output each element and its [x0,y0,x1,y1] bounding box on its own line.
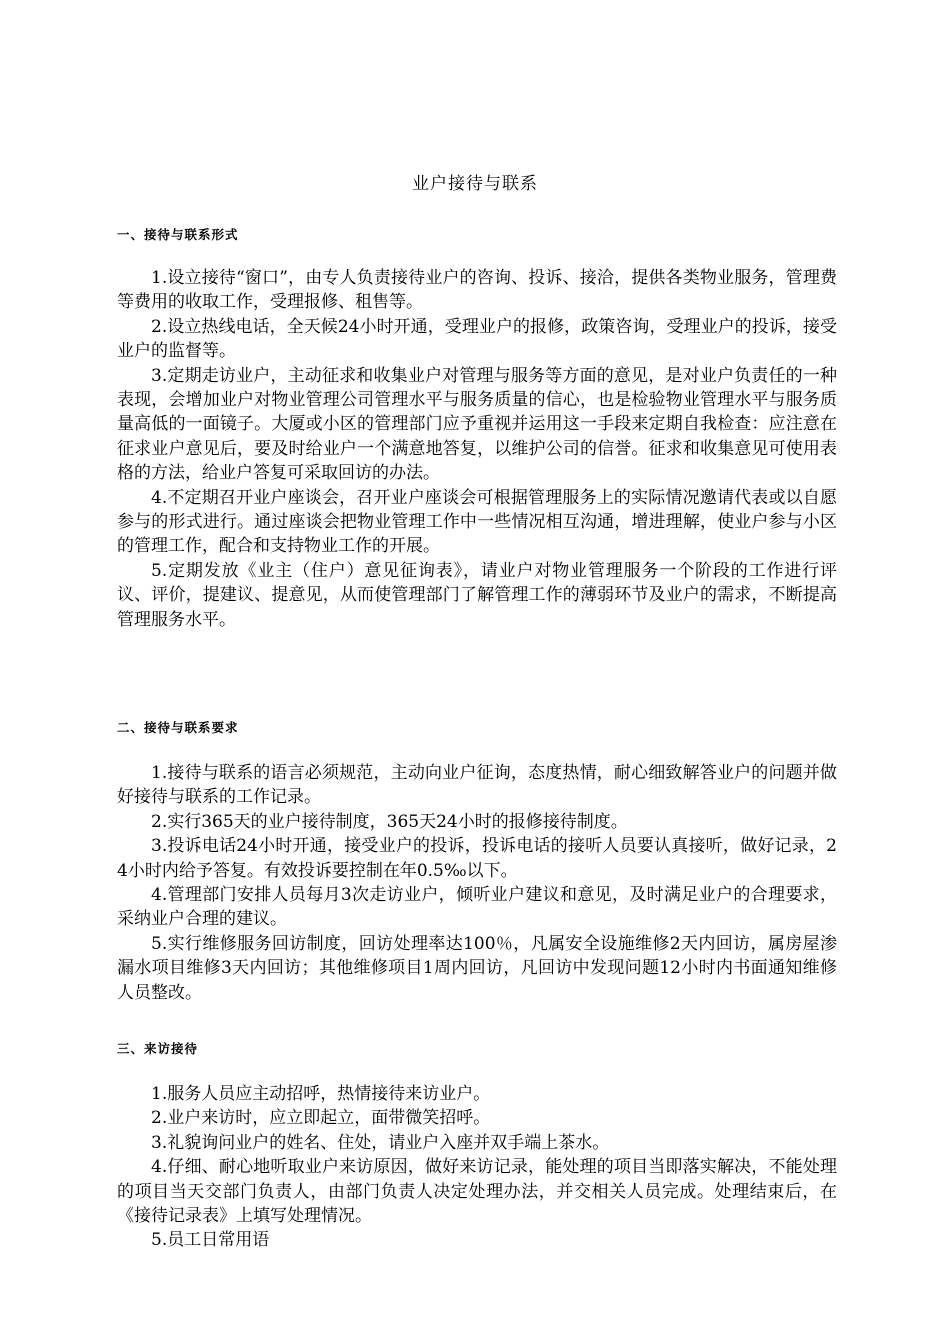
document-title: 业户接待与联系 [412,174,538,194]
paragraph: 4.不定期召开业户座谈会，召开业户座谈会可根据管理服务上的实际情况邀请代表或以自愿参与的形式进行。通过座谈会把物业管理工作中一些情况相互沟通，增进理解，使业户参与小区的管理工作，配合和支持物业工作的开展。 [117,487,837,557]
paragraph: 3.礼貌询问业户的姓名、住处，请业户入座并双手端上茶水。 [151,1132,610,1153]
section-heading-requirements: 二、接待与联系要求 [117,720,239,735]
paragraph: 5.定期发放《业主（住户）意见征询表》，请业户对物业管理服务一个阶段的工作进行评议、评价，提建议、提意见，从而使管理部门了解管理工作的薄弱环节及业户的需求，不断提高管理服务水平。 [117,560,837,630]
paragraph: 5.实行维修服务回访制度，回访处理率达100％，凡属安全设施维修2天内回访，属房屋渗漏水项目维修3天内回访；其他维修项目1周内回访，凡回访中发现问题12小时内书面通知维修人员整改。 [117,933,837,1003]
section-body-requirements [117,761,837,1005]
paragraph: 2.实行365天的业户接待制度，365天24小时的报修接待制度。 [151,811,628,832]
paragraph: 1.设立接待“窗口”，由专人负责接待业户的咨询、投诉、接洽，提供各类物业服务，管理费等费用的收取工作，受理报修、租售等。 [117,268,837,313]
paragraph: 4.仔细、耐心地听取业户来访原因，做好来访记录，能处理的项目当即落实解决，不能处理的项目当天交部门负责人，由部门负责人决定处理办法，并交相关人员完成。处理结束后，在《接待记录表》上填写处理情况。 [117,1157,837,1227]
paragraph: 3.投诉电话24小时开通，接受业户的投诉，投诉电话的接听人员要认真接听，做好记录，24小时内给予答复。有效投诉要控制在年0.5‰以下。 [117,836,837,881]
paragraph: 2.业户来访时，应立即起立，面带微笑招呼。 [151,1108,491,1129]
paragraph: 1.服务人员应主动招呼，热情接待来访业户。 [151,1084,491,1104]
paragraph: 2.设立热线电话，全天候24小时开通，受理业户的报修，政策咨询，受理业户的投诉，接受业户的监督等。 [117,316,837,362]
section-body-forms [117,266,837,632]
section-body-visits [117,1082,837,1253]
paragraph: 4.管理部门安排人员每月3次走访业户，倾听业户建议和意见，及时满足业户的合理要求，采纳业户合理的建议。 [117,885,837,930]
paragraph: 3.定期走访业户，主动征求和收集业户对管理与服务等方面的意见，是对业户负责任的一种表现，会增加业户对物业管理公司管理水平与服务质量的信心，也是检验物业管理水平与服务质量高低的一面镜子。大厦或小区的管理部门应予重视并运用这一手段来定期自我检查：应注意在征求业户意见后，要及时给业户一个满意地答复，以维护公司的信誉。征求和收集意见可使用表格的方法，给业户答复可采取回访的办法。 [117,365,837,484]
paragraph: 1.接待与联系的语言必须规范，主动向业户征询，态度热情，耐心细致解答业户的问题并做好接待与联系的工作记录。 [117,763,837,808]
paragraph: 5.员工日常用语 [151,1230,270,1251]
section-heading-visits: 三、来访接待 [117,1041,199,1056]
section-heading-forms: 一、接待与联系形式 [117,227,239,242]
